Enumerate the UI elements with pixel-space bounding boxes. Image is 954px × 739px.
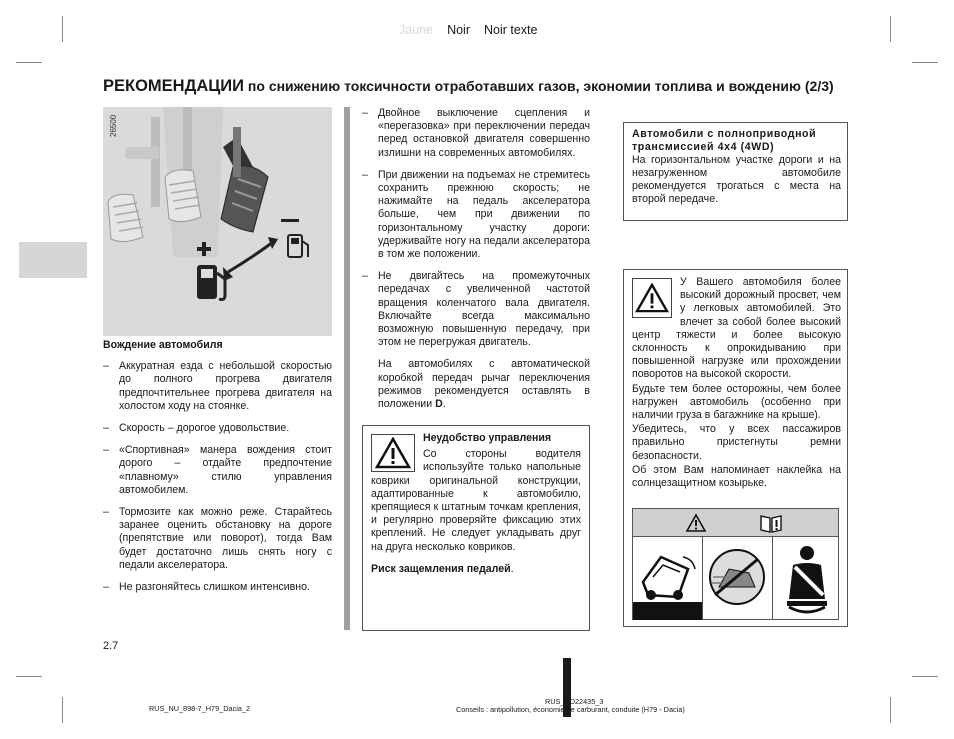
pedals-drawing: [103, 107, 332, 336]
page-title: [103, 77, 834, 96]
driving-section: [103, 339, 332, 603]
crop-mark: [16, 676, 42, 677]
section-subtitle: Вождение автомобиля: [103, 339, 223, 351]
footer-section-name: Conseils : antipollution, économie de carburant, conduite (H79 - Dacia): [456, 705, 685, 714]
color-noir: Noir: [447, 23, 470, 37]
pedals-illustration: [103, 107, 332, 336]
page-title-main: РЕКОМЕНДАЦИИ: [103, 77, 245, 95]
warning-body: Со стороны водителя используйте только напольные коврики оригинальной конструкции, адаптированные к автомобилю, крепящиеся к штатным точкам крепления, и регулярно проверяйте фиксацию этих креплений. Не следует укладывать друг на друга несколько ковриков.: [371, 448, 581, 553]
column-two: [362, 107, 590, 420]
color-jaune: Jaune: [399, 23, 434, 37]
crop-mark: [890, 697, 891, 723]
footer-reference: RUS_UD22435_3: [545, 697, 604, 706]
list-item: – Тормозите как можно реже. Старайтесь заранее оценить обстановку на дороге (препятствие или поворот), тогда Вам будет достаточно лишь снять ногу с педали акселератора.: [103, 506, 332, 572]
label-warning-icon: [685, 513, 707, 533]
crop-mark: [16, 62, 42, 63]
illustration-code: 26500: [109, 114, 118, 137]
automatic-gear: D: [435, 398, 443, 411]
page-number: 2.7: [103, 640, 119, 652]
crop-mark: [62, 697, 63, 723]
color-noir-texte: Noir texte: [483, 23, 538, 37]
crop-mark: [890, 16, 891, 42]
change-bar: [344, 107, 350, 630]
list-item: – Скорость – дорогое удовольствие.: [103, 422, 332, 435]
rollover-text-3: Убедитесь, что у всех пассажиров правильно пристегнуты ремни безопасности.: [632, 423, 841, 462]
list-item: – Не двигайтесь на промежуточных передачах с увеличенной частотой вращения коленчатого вала двигателя. Включайте всегда максимально возможную повышенную передачу, при этом не перегружая двигатель.: [362, 270, 590, 349]
label-header: [633, 509, 838, 537]
rollover-text-2: Будьте тем более осторожны, чем более нагружен автомобиль (особенно при наличии груза в багажнике на крыше).: [632, 382, 841, 422]
automatic-note: [362, 358, 590, 411]
rollover-text-4: Об этом Вам напоминает наклейка на солнцезащитном козырьке.: [632, 463, 841, 490]
awd-title: Автомобили с полноприводной трансмиссией 4x4 (4WD): [632, 128, 817, 153]
rollover-pictogram: [633, 537, 703, 620]
crop-mark: [62, 16, 63, 42]
mat-warning-box: [362, 425, 590, 631]
warning-risk: [371, 563, 581, 576]
manual-book-icon: [759, 512, 783, 534]
awd-info-box: [623, 122, 848, 221]
no-speeding-pictogram: [703, 537, 773, 620]
warning-triangle-icon: [371, 434, 415, 472]
color-marks: [399, 23, 551, 37]
sun-visor-label: [632, 508, 839, 620]
list-item: – Двойное выключение сцепления и «перегазовка» при переключении передач перед остановкой двигателя совершенно излишни на современных автомобилях.: [362, 107, 590, 160]
section-tab: [19, 242, 87, 278]
warning-risk-text: Риск защемления педалей: [371, 562, 511, 575]
awd-text: На горизонтальном участке дороги и на незагруженном автомобиле рекомендуется трогаться с места на второй передаче.: [632, 154, 841, 205]
seatbelt-pictogram: [773, 537, 842, 620]
list-item: – При движении на подъемах не стремитесь сохранить прежнюю скорость; не нажимайте на педаль акселератора больше, чем при движении по горизонтальному участку дороги: удерживайте ногу на педали акселератора в том же положении.: [362, 169, 590, 261]
crop-mark: [912, 676, 938, 677]
automatic-end: .: [442, 398, 446, 411]
list-item: – Аккуратная езда с небольшой скоростью до полного прогрева двигателя предпочтительнее прогрева двигателя на холостом ходу на стоянке.: [103, 360, 332, 413]
rollover-text-1: У Вашего автомобиля более высокий дорожный просвет, чем у легковых автомобилей. Это влечет за собой более высокий центр тяжести и более высокую склонность к опрокидыванию при повышенной нагрузке или прохождении поворотов на высокой скорости.: [632, 276, 841, 381]
automatic-text: На автомобилях с автоматической коробкой передач рычаг переключения режимов рекомендуется оставлять в положении: [378, 358, 590, 411]
list-item: – Не разгоняйтесь слишком интенсивно.: [103, 581, 332, 594]
crop-mark: [912, 62, 938, 63]
warning-risk-end: .: [510, 562, 514, 575]
warning-title: Неудобство управления: [423, 432, 552, 444]
footer-document-code: RUS_NU_898-7_H79_Dacia_2: [149, 704, 250, 713]
list-item: – «Спортивная» манера вождения стоит дорого – отдайте предпочтение «плавному» стилю управления автомобилем.: [103, 444, 332, 497]
page-title-rest: по снижению токсичности отработавших газов, экономии топлива и вождению (2/3): [244, 78, 834, 94]
warning-triangle-icon: [632, 278, 672, 318]
